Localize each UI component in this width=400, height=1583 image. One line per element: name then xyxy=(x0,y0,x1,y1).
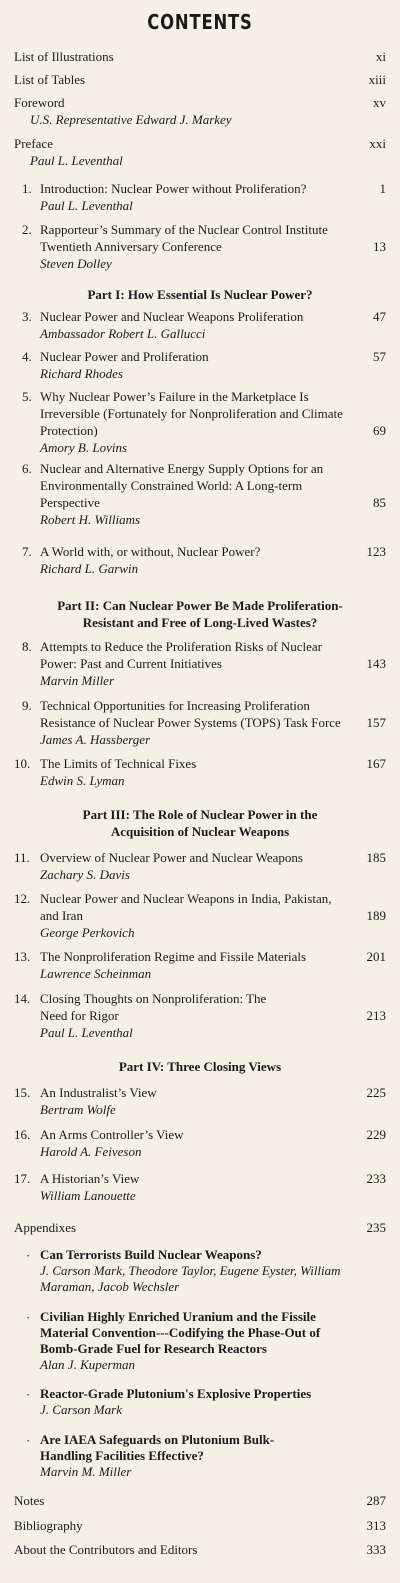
chapter-author: Harold A. Feiveson xyxy=(40,1144,142,1159)
chapter-author: James A. Hassberger xyxy=(40,732,151,747)
chapter-number: 8. xyxy=(22,639,32,654)
chapter-title: Rapporteur’s Summary of the Nuclear Control Institute Twentieth Anniversary Conference xyxy=(40,222,328,254)
chapter-page: 143 xyxy=(366,656,386,671)
entry-title: Preface xyxy=(14,136,53,151)
page-title: CONTENTS xyxy=(147,10,253,34)
appendix-author: Alan J. Kuperman xyxy=(40,1357,135,1372)
chapter-title: Overview of Nuclear Power and Nuclear Weapons xyxy=(40,850,303,865)
entry-title: Notes xyxy=(14,1493,45,1508)
chapter-page: 185 xyxy=(366,850,386,865)
part-heading: Part III: The Role of Nuclear Power in the Acquisition of Nuclear Weapons xyxy=(82,807,318,839)
appendix-title: Can Terrorists Build Nuclear Weapons? xyxy=(40,1247,262,1262)
bullet-icon: · xyxy=(26,1433,31,1448)
chapter-page: 69 xyxy=(373,423,386,438)
chapter-author: Richard Rhodes xyxy=(40,366,123,381)
appendix-title: Civilian Highly Enriched Uranium and the Fissile Material Convention---Codifying the Phase-Out of Bomb-Grade Fuel for Research Reactors xyxy=(40,1309,321,1356)
chapter-author: Amory B. Lovins xyxy=(40,440,128,455)
chapter-number: 10. xyxy=(14,756,31,771)
chapter-number: 6. xyxy=(22,461,32,476)
chapter-title: Nuclear Power and Nuclear Weapons in India, Pakistan, and Iran xyxy=(40,891,332,923)
chapter-title: Introduction: Nuclear Power without Proliferation? xyxy=(40,181,307,196)
chapter-page: 123 xyxy=(366,544,386,559)
chapter-title: The Limits of Technical Fixes xyxy=(40,756,197,771)
chapter-title: Technical Opportunities for Increasing Proliferation Resistance of Nuclear Power Systems (TOPS) Task Force xyxy=(40,698,341,730)
entry-page: xxi xyxy=(369,136,386,151)
chapter-title: The Nonproliferation Regime and Fissile Materials xyxy=(40,949,307,964)
chapter-page: 47 xyxy=(373,309,386,324)
chapter-title: An Arms Controller’s View xyxy=(40,1127,184,1142)
part-heading: Part II: Can Nuclear Power Be Made Proliferation-Resistant and Free of Long-Lived Wastes? xyxy=(57,598,343,630)
bullet-icon: · xyxy=(26,1310,31,1325)
entry-title: Foreword xyxy=(14,95,65,110)
chapter-number: 16. xyxy=(14,1127,31,1142)
chapter-number: 14. xyxy=(14,991,31,1006)
chapter-page: 229 xyxy=(366,1127,386,1142)
entry-title: About the Contributors and Editors xyxy=(14,1542,198,1557)
chapter-number: 5. xyxy=(22,389,32,404)
appendix-title: Reactor-Grade Plutonium's Explosive Properties xyxy=(40,1386,312,1401)
appendix-author: J. Carson Mark xyxy=(40,1402,122,1417)
chapter-page: 225 xyxy=(366,1085,386,1100)
chapter-author: Ambassador Robert L. Gallucci xyxy=(40,326,206,341)
chapter-page: 233 xyxy=(366,1171,386,1186)
chapter-author: Robert H. Williams xyxy=(40,512,141,527)
chapter-author: Steven Dolley xyxy=(40,256,112,271)
chapter-page: 213 xyxy=(366,1008,386,1023)
entry-page: xi xyxy=(375,49,386,64)
chapter-number: 4. xyxy=(22,349,32,364)
chapter-number: 3. xyxy=(22,309,32,324)
chapter-author: Edwin S. Lyman xyxy=(40,773,125,788)
chapter-page: 201 xyxy=(366,949,386,964)
chapter-author: Richard L. Garwin xyxy=(40,561,139,576)
chapter-number: 2. xyxy=(22,222,32,237)
chapter-page: 57 xyxy=(373,349,386,364)
chapter-author: Bertram Wolfe xyxy=(40,1102,116,1117)
chapter-page: 167 xyxy=(366,756,386,771)
bullet-icon: · xyxy=(26,1248,31,1263)
chapter-page: 13 xyxy=(373,239,386,254)
entry-title: List of Tables xyxy=(14,72,86,87)
chapter-title: Nuclear and Alternative Energy Supply Options for an Environmentally Constrained World: A Long-term Perspective xyxy=(40,461,324,510)
part-heading: Part IV: Three Closing Views xyxy=(118,1059,282,1074)
entry-title: List of Illustrations xyxy=(14,49,114,64)
chapter-page: 1 xyxy=(379,181,386,196)
chapter-number: 11. xyxy=(14,850,30,865)
chapter-author: Lawrence Scheinman xyxy=(40,966,152,981)
entry-page: 333 xyxy=(366,1542,386,1557)
appendix-author: Marvin M. Miller xyxy=(40,1464,132,1479)
appendix-author: J. Carson Mark, Theodore Taylor, Eugene Eyster, William Maraman, Jacob Wechsler xyxy=(40,1263,341,1294)
chapter-author: Paul L. Leventhal xyxy=(40,198,133,213)
chapter-page: 85 xyxy=(373,495,386,510)
chapter-title: A Historian’s View xyxy=(40,1171,140,1186)
chapter-title: Nuclear Power and Proliferation xyxy=(40,349,209,364)
appendixes-label: Appendixes xyxy=(14,1220,77,1235)
chapter-page: 189 xyxy=(366,908,386,923)
chapter-number: 1. xyxy=(22,181,32,196)
chapter-title: Nuclear Power and Nuclear Weapons Proliferation xyxy=(40,309,304,324)
entry-page: xiii xyxy=(368,72,386,87)
chapter-title: A World with, or without, Nuclear Power? xyxy=(40,544,261,559)
chapter-number: 17. xyxy=(14,1171,31,1186)
entry-title: Bibliography xyxy=(14,1518,83,1533)
chapter-number: 15. xyxy=(14,1085,31,1100)
entry-page: 313 xyxy=(366,1518,386,1533)
chapter-number: 13. xyxy=(14,949,31,964)
chapter-author: Marvin Miller xyxy=(40,673,115,688)
chapter-number: 12. xyxy=(14,891,31,906)
chapter-title: Attempts to Reduce the Proliferation Risks of Nuclear Power: Past and Current Initiatives xyxy=(40,639,322,671)
chapter-page: 157 xyxy=(366,715,386,730)
appendix-title: Are IAEA Safeguards on Plutonium Bulk-Handling Facilities Effective? xyxy=(40,1432,275,1463)
chapter-author: George Perkovich xyxy=(40,925,135,940)
chapter-number: 7. xyxy=(22,544,32,559)
entry-author: Paul L. Leventhal xyxy=(30,153,123,168)
chapter-author: Paul L. Leventhal xyxy=(40,1025,133,1040)
entry-page: 287 xyxy=(366,1493,386,1508)
chapter-title: Why Nuclear Power’s Failure in the Marketplace Is Irreversible (Fortunately for Nonproliferation and Climate Protection) xyxy=(40,389,343,438)
entry-author: U.S. Representative Edward J. Markey xyxy=(30,112,232,127)
part-heading: Part I: How Essential Is Nuclear Power? xyxy=(87,287,313,302)
chapter-number: 9. xyxy=(22,698,32,713)
chapter-author: Zachary S. Davis xyxy=(40,867,130,882)
bullet-icon: · xyxy=(26,1387,31,1402)
chapter-author: William Lanouette xyxy=(40,1188,136,1203)
entry-page: xv xyxy=(373,95,386,110)
entry-page: 235 xyxy=(366,1220,386,1235)
chapter-title: Closing Thoughts on Nonproliferation: The Need for Rigor xyxy=(40,991,267,1023)
chapter-title: An Industralist’s View xyxy=(40,1085,157,1100)
